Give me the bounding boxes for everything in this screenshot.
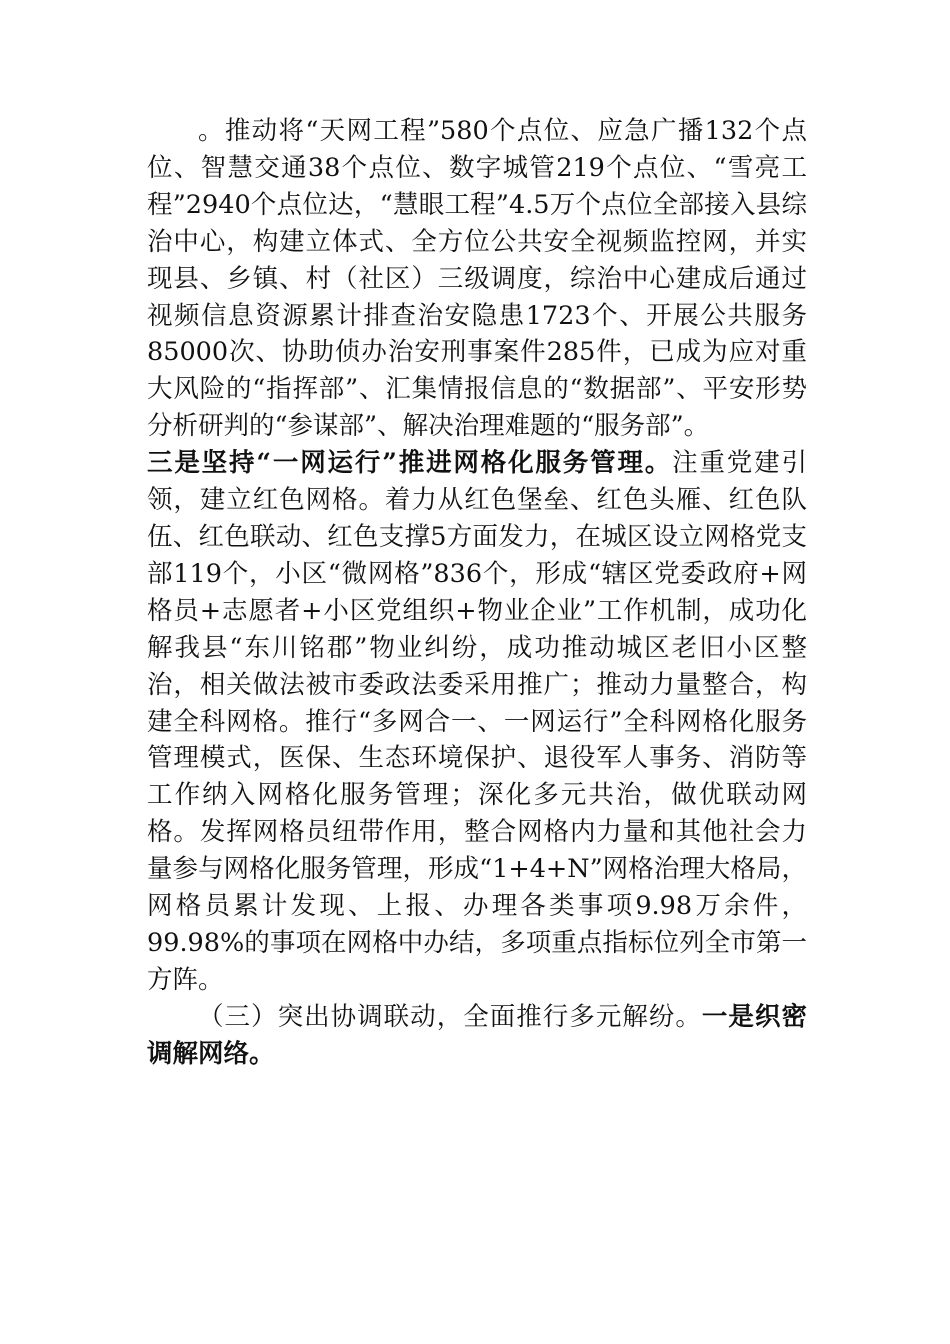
paragraph-mediation: [147, 999, 807, 1073]
paragraph-text: 注重党建引领，建立红色网格。着力从红色堡垒、红色头雁、红色队伍、红色联动、红色支撑5方面发力，在城区设立网格党支部119个，小区“微网格”836个，形成“辖区党委政府+网格员+志愿者+小区党组织+物业企业”工作机制，成功化解我县“东川铭郡”物业纠纷，成功推动城区老旧小区整治，相关做法被市委政法委采用推广；推动力量整合，构建全科网格。推行“多网合一、一网运行”全科网格化服务管理模式，医保、生态环境保护、退役军人事务、消防等工作纳入网格化服务管理；深化多元共治，做优联动网格。发挥网格员纽带作用，整合网格内力量和其他社会力量参与网格化服务管理，形成“1+4+N”网格治理大格局，网格员累计发现、上报、办理各类事项9.98万余件，99.98%的事项在网格中办结，多项重点指标位列全市第一方阵。: [147, 448, 807, 995]
document-body: [147, 113, 807, 1073]
paragraph-video-surveillance: [147, 113, 807, 445]
paragraph-text: 。推动将“天网工程”580个点位、应急广播132个点位、智慧交通38个点位、数字城管219个点位、“雪亮工程”2940个点位达，“慧眼工程”4.5万个点位全部接入县综治中心，构建立体式、全方位公共安全视频监控网，并实现县、乡镇、村（社区）三级调度，综治中心建成后通过视频信息资源累计排查治安隐患1723个、开展公共服务85000次、协助侦办治安刑事案件285件，已成为应对重大风险的“指挥部”、汇集情报信息的“数据部”、平安形势分析研判的“参谋部”、解决治理难题的“服务部”。: [147, 116, 807, 442]
paragraph-grid-management: [147, 445, 807, 999]
section-heading-mediation: 一是织密调解网络。: [147, 1001, 807, 1069]
section-heading-grid: 三是坚持“一网运行”推进网格化服务管理。: [147, 448, 673, 479]
section-title-three: （三）突出协调联动，全面推行多元解纷。: [198, 1001, 702, 1032]
